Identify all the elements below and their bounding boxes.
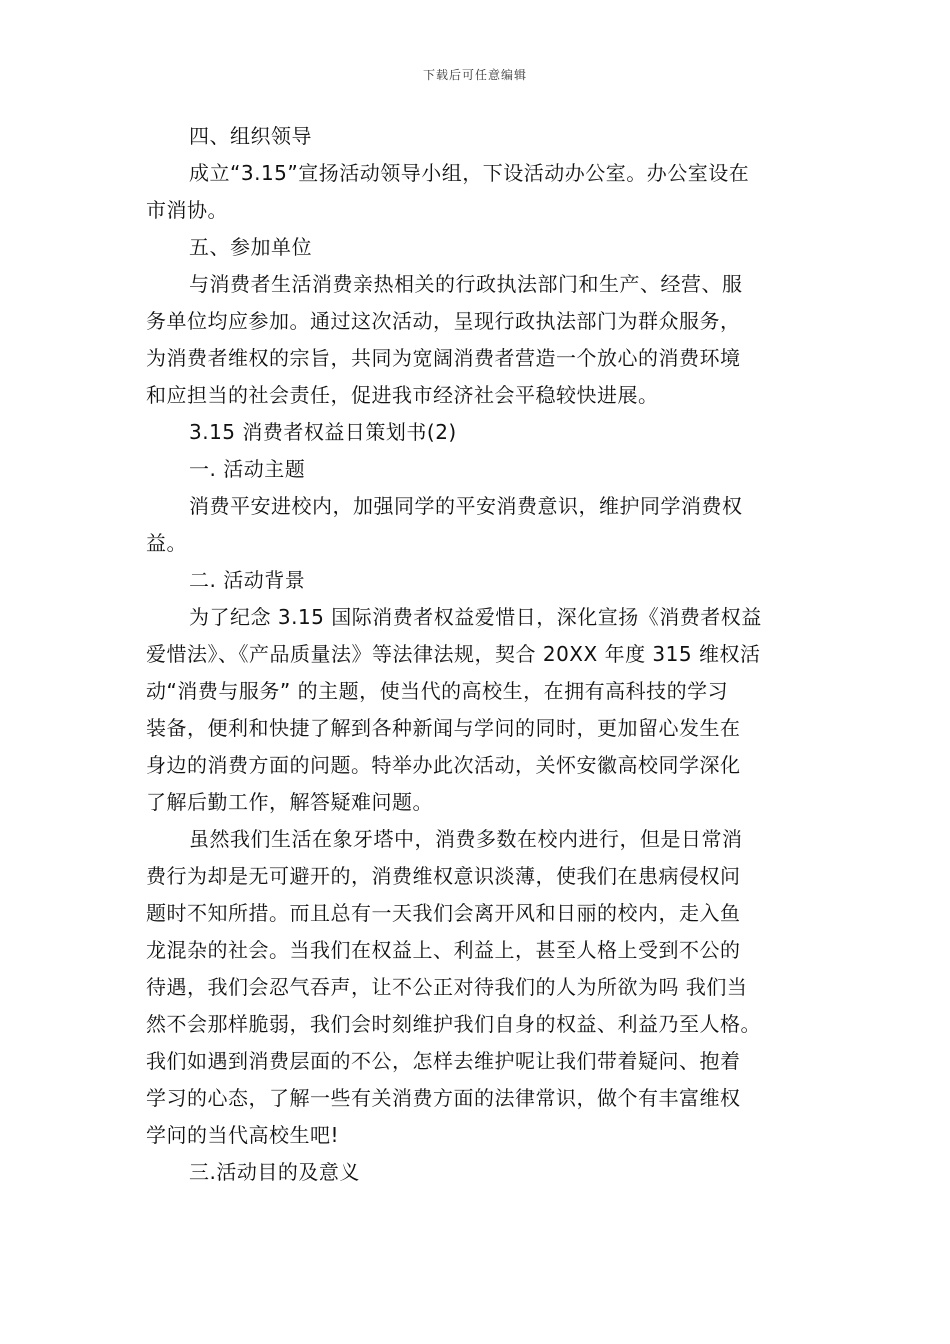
text-line: 为消费者维权的宗旨，共同为宽阔消费者营造一个放心的消费环境 <box>146 346 741 370</box>
text-line: 和应担当的社会责任，促进我市经济社会平稳较快进展。 <box>146 383 659 407</box>
text-line: 龙混杂的社会。当我们在权益上、利益上，甚至人格上受到不公的 <box>146 938 741 962</box>
text-line: 为了纪念 3.15 国际消费者权益爱惜日，深化宣扬《消费者权益 <box>189 605 762 629</box>
text-line: 一. 活动主题 <box>189 457 306 481</box>
document-body <box>146 118 814 1191</box>
text-line: 我们如遇到消费层面的不公，怎样去维护呢让我们带着疑问、抱着 <box>146 1049 741 1073</box>
text-line: 了解后勤工作，解答疑难问题。 <box>146 790 433 814</box>
text-line: 成立“3.15”宣扬活动领导小组，下设活动办公室。办公室设在 <box>189 161 750 185</box>
page-header-note: 下载后可任意编辑 <box>422 68 527 82</box>
text-line: 装备，便利和快捷了解到各种新闻与学问的同时，更加留心发生在 <box>146 716 741 740</box>
text-line: 三.活动目的及意义 <box>189 1160 360 1184</box>
text-line: 爱惜法》、《产品质量法》等法律法规，契合 20XX 年度 315 维权活 <box>146 642 761 666</box>
text-line: 然不会那样脆弱，我们会时刻维护我们自身的权益、利益乃至人格。 <box>146 1012 761 1036</box>
text-line: 学问的当代高校生吧! <box>146 1123 340 1147</box>
text-line: 题时不知所措。而且总有一天我们会离开风和日丽的校内，走入鱼 <box>146 901 741 925</box>
text-line: 待遇，我们会忍气吞声，让不公正对待我们的人为所欲为吗 我们当 <box>146 975 748 999</box>
text-line: 四、组织领导 <box>189 124 312 148</box>
text-line: 动“消费与服务” 的主题，使当代的高校生，在拥有高科技的学习 <box>146 679 729 703</box>
text-line: 市消协。 <box>146 198 228 222</box>
text-line: 学习的心态，了解一些有关消费方面的法律常识，做个有丰富维权 <box>146 1086 741 1110</box>
text-line: 费行为却是无可避开的，消费维权意识淡薄，使我们在患病侵权问 <box>146 864 741 888</box>
text-line: 身边的消费方面的问题。特举办此次活动，关怀安徽高校同学深化 <box>146 753 741 777</box>
text-line: 消费平安进校内，加强同学的平安消费意识，维护同学消费权 <box>189 494 743 518</box>
text-line: 五、参加单位 <box>189 235 312 259</box>
text-line: 务单位均应参加。通过这次活动，呈现行政执法部门为群众服务， <box>146 309 741 333</box>
text-line: 益。 <box>146 531 187 555</box>
text-line: 与消费者生活消费亲热相关的行政执法部门和生产、经营、服 <box>189 272 743 296</box>
text-line: 3.15 消费者权益日策划书(2) <box>189 420 457 444</box>
text-line: 虽然我们生活在象牙塔中，消费多数在校内进行，但是日常消 <box>189 827 743 851</box>
text-line: 二. 活动背景 <box>189 568 306 592</box>
